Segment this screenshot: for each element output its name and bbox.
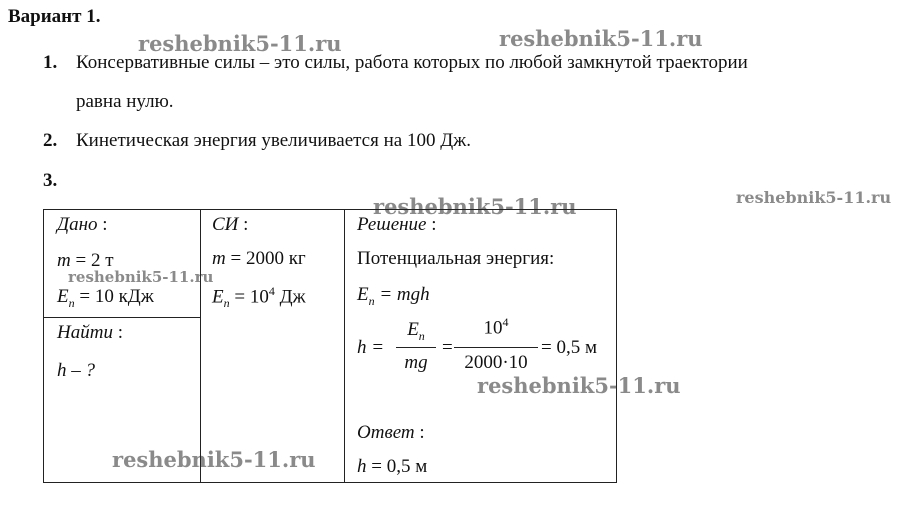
item-number: 2. [43,130,58,151]
watermark: reshebnik5-11.ru [477,373,681,398]
find-heading: Найти : [57,322,123,343]
si-mass: m = 2000 кг [212,248,306,269]
formula-result: = 0,5 м [541,337,597,358]
fraction-denominator: mg [404,352,428,373]
given-heading: Дано : [57,214,108,235]
given-energy: $E_п = 10$ кДж [57,286,154,310]
si-heading: СИ : [212,214,249,235]
fraction-numerator: $10^4$ [483,315,509,339]
row-divider [44,317,200,318]
formula-height-lhs: h = [357,337,385,358]
item-number: 1. [43,52,58,73]
fraction-bar [454,347,538,348]
item-text: Кинетическая энергия увеличивается на 100 Дж. [76,130,472,151]
solution-table [43,209,617,483]
item-text-continued: равна нулю. [76,91,174,112]
watermark: reshebnik5-11.ru [373,194,577,219]
variant-title: Вариант 1. [8,6,101,27]
fraction-denominator: 2000·10 [464,352,528,373]
watermark: reshebnik5-11.ru [112,447,316,472]
watermark: reshebnik5-11.ru [499,26,703,51]
formula-potential-energy: $E_п$ = mgh [357,284,430,308]
answer-heading: Ответ : [357,422,425,443]
solution-text: Потенциальная энергия: [357,248,555,269]
fraction-numerator: $E_п$ [407,319,425,343]
column-divider [200,210,201,482]
watermark: reshebnik5-11.ru [138,31,342,56]
equals-sign: = [442,337,453,358]
watermark: reshebnik5-11.ru [736,188,892,207]
answer-expression: h = 0,5 м [357,456,428,477]
given-mass: m = 2 т [57,250,114,271]
fraction-bar [396,347,436,348]
watermark: reshebnik5-11.ru [68,268,214,286]
solution-heading: Решение : [357,214,437,235]
find-expression: h – ? [57,360,95,381]
item-number: 3. [43,170,58,191]
si-energy: $E_п = 10^4$ Дж [212,284,306,311]
column-divider [344,210,345,482]
item-text: Консервативные силы – это силы, работа которых по любой замкнутой траектории [76,52,748,73]
